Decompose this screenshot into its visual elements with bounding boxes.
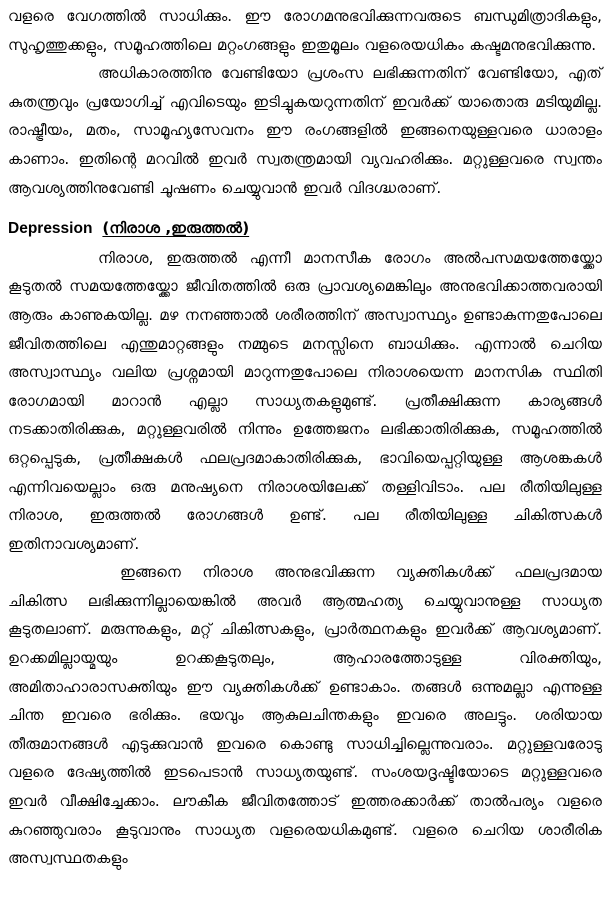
document-page	[8, 2, 602, 873]
paragraph-continuation: വളരെ വേഗത്തിൽ സാധിക്കും. ഈ രോഗമനുഭവിക്കുന്നവരുടെ ബന്ധുമിത്രാദികളും, സുഹൃത്തുക്കളും, സമൂഹത്തിലെ മറ്റംഗങ്ങളും ഇതുമൂലം വളരെയധികം കഷ്ടമനുഭവിക്കുന്നു.	[8, 7, 602, 54]
section-heading-depression	[8, 214, 602, 244]
heading-malayalam: (നിരാശ ,ഇരുത്തൽ)	[102, 219, 250, 238]
heading-english: Depression	[8, 220, 93, 238]
paragraph-depression-intro: നിരാശ, ഇരുത്തൽ എന്നീ മാനസീക രോഗം അൽപസമയത്തേയ്ക്കോ കൂടുതൽ സമയത്തേയ്ക്കോ ജീവിതത്തിൽ ഒരു പ്രാവശ്യമെങ്കിലും അനുഭവിക്കാത്തവരായി ആരും കാണുകയില്ല. മഴ നനഞ്ഞാൽ ശരീരത്തിന് അസ്വാസ്ഥ്യം ഉണ്ടാകുന്നതുപോലെ ജീവിതത്തിലെ എന്തുമാറ്റങ്ങളും നമ്മുടെ മനസ്സിനെ ബാധിക്കും. എന്നാൽ ചെറിയ അസ്വാസ്ഥ്യം വലിയ പ്രശ്നമായി മാറുന്നതുപോലെ നിരാശയെന്ന മാനസിക സ്ഥിതി രോഗമായി മാറാൻ എല്ലാ സാധ്യതകളുമുണ്ട്. പ്രതീക്ഷിക്കുന്ന കാര്യങ്ങൾ നടക്കാതിരിക്കുക, മറ്റുള്ളവരിൽ നിന്നും ഉത്തേജനം ലഭിക്കാതിരിക്കുക, സമൂഹത്തിൽ ഒറ്റപ്പെടുക, പ്രതീക്ഷകൾ ഫലപ്രദമാകാതിരിക്കുക, ഭാവിയെപ്പറ്റിയുള്ള ആശങ്കകൾ എന്നിവയെല്ലാം ഒരു മനുഷ്യനെ നിരാശയിലേക്ക് തള്ളിവിടാം. പല രീതിയിലുള്ള നിരാശ, ഇരുത്തൽ രോഗങ്ങൾ ഉണ്ട്. പല രീതിയിലുള്ള ചികിത്സകൾ ഇതിനാവശ്യമാണ്.	[8, 248, 602, 553]
paragraph-depression-treatment: ഇങ്ങനെ നിരാശ അനുഭവിക്കുന്ന വ്യക്തികൾക്ക് ഫലപ്രദമായ ചികിത്സ ലഭിക്കുന്നില്ലായെങ്കിൽ അവർ ആത്മഹത്യ ചെയ്യുവാനുള്ള സാധ്യത കൂടുതലാണ്. മരുന്നുകളും, മറ്റ് ചികിത്സകളും, പ്രാർത്ഥനകളും ഇവർക്ക് ആവശ്യമാണ്. ഉറക്കമില്ലായ്മയും ഉറക്കകൂടുതലും, ആഹാരത്തോടുള്ള വിരക്തിയും, അമിതാഹാരാസക്തിയും ഈ വ്യക്തികൾക്ക് ഉണ്ടാകാം. തങ്ങൾ ഒന്നുമല്ലാ എന്നുള്ള ചിന്ത ഇവരെ ഭരിക്കും. ഭയവും ആകുലചിന്തകളും ഇവരെ അലട്ടും. ശരിയായ തീരുമാനങ്ങൾ എടുക്കുവാൻ ഇവരെ കൊണ്ടു സാധിച്ചില്ലെന്നുവരാം. മറ്റുള്ളവരോടു വളരെ ദേഷ്യത്തിൽ ഇടപെടാൻ സാധ്യതയുണ്ട്. സംശയദൃഷ്ടിയോടെ മറ്റുള്ളവരെ ഇവർ വീക്ഷിച്ചേക്കാം. ലൗകീക ജീവിതത്തോട് ഇത്തരക്കാർക്ക് താൽപര്യം വളരെ കുറഞ്ഞുവരാം കൂടുവാനും സാധ്യത വളരെയധികമുണ്ട്. വളരെ ചെറിയ ശാരീരിക അസ്വസ്ഥതകളും	[8, 563, 602, 868]
paragraph-power-seeking: അധികാരത്തിനു വേണ്ടിയോ പ്രശംസ ലഭിക്കുന്നതിന് വേണ്ടിയോ, എത് കുതന്ത്രവും പ്രയോഗിച്ച് എവിടെയും ഇടിച്ചുകയറുന്നതിന് ഇവർക്ക് യാതൊരു മടിയുമില്ല. രാഷ്ട്രീയം, മതം, സാമൂഹ്യസേവനം ഈ രംഗങ്ങളിൽ ഇങ്ങനെയുള്ളവരെ ധാരാളം കാണാം. ഇതിന്റെ മറവിൽ ഇവർ സ്വതന്ത്രമായി വ്യവഹരിക്കും. മറ്റുള്ളവരെ സ്വന്തം ആവശ്യത്തിനുവേണ്ടി ചൂഷണം ചെയ്യുവാൻ ഇവർ വിദഗ്ദ്ധരാണ്.	[8, 64, 602, 197]
